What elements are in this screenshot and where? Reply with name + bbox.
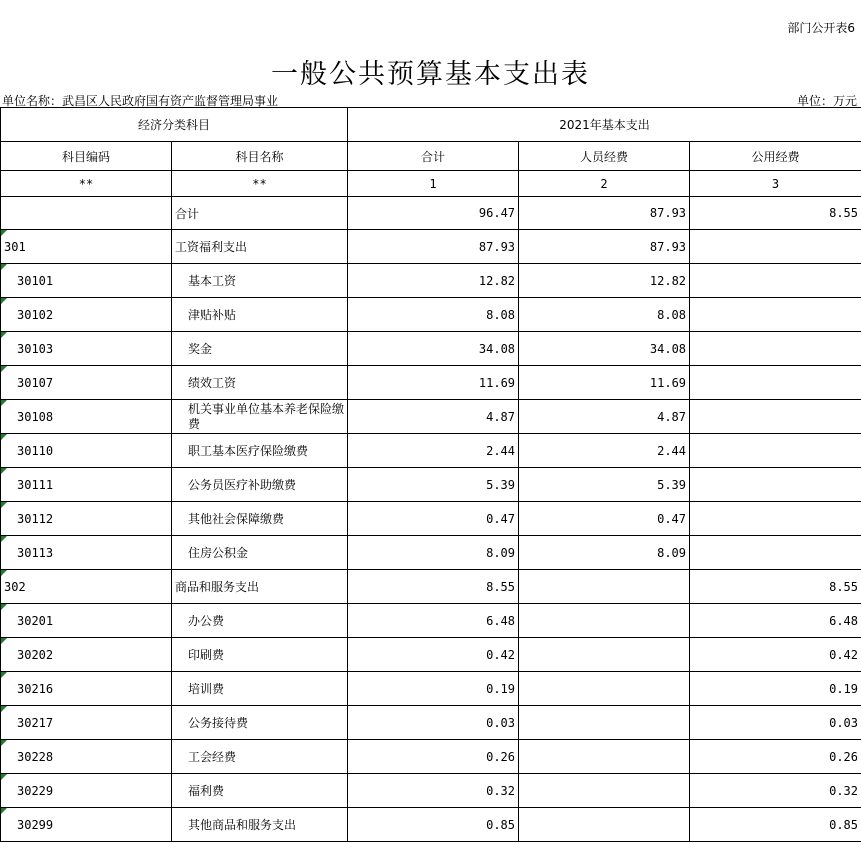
cell-subject-code-text: 30111 [17, 477, 54, 492]
cell-total-text: 0.32 [486, 783, 516, 798]
cell-total [348, 468, 519, 502]
cell-personnel [519, 774, 690, 808]
header-subject-name: 科目名称 [172, 142, 348, 171]
cell-subject-code [1, 740, 172, 774]
page-title: 一般公共预算基本支出表 [271, 59, 590, 90]
cell-personnel [519, 706, 690, 740]
table-row [1, 604, 861, 638]
cell-subject-code [1, 332, 172, 366]
table-row [1, 197, 861, 230]
cell-personnel [519, 672, 690, 706]
cell-subject-code [1, 604, 172, 638]
cell-total [348, 197, 519, 230]
cell-total-text: 8.55 [486, 579, 516, 594]
header-column-row [1, 142, 861, 171]
cell-subject-name-text: 商品和服务支出 [175, 580, 260, 594]
header-basic-expenditure: 2021年基本支出 [348, 108, 861, 142]
cell-subject-name-text: 其他社会保障缴费 [188, 512, 285, 526]
cell-total-text: 0.42 [486, 647, 516, 662]
cell-subject-code-text: 30107 [17, 375, 54, 390]
table-row [1, 230, 861, 264]
header-public-expense: 公用经费 [690, 142, 861, 171]
unit-name-label: 单位名称：武昌区人民政府国有资产监督管理局事业 [2, 94, 279, 108]
cell-public-text: 0.03 [829, 715, 859, 730]
cell-marker-icon [1, 366, 7, 372]
cell-total-text: 34.08 [478, 341, 516, 356]
table-row [1, 400, 861, 434]
cell-marker-icon [1, 604, 7, 610]
cell-personnel-text: 11.69 [649, 375, 687, 390]
cell-marker-icon [1, 774, 7, 780]
cell-subject-code-text: 301 [4, 239, 26, 254]
cell-total [348, 604, 519, 638]
cell-subject-name-text: 工资福利支出 [175, 240, 248, 254]
cell-total [348, 264, 519, 298]
cell-subject-code [1, 468, 172, 502]
cell-subject-code [1, 808, 172, 842]
cell-total [348, 298, 519, 332]
cell-subject-name-text: 公务员医疗补助缴费 [188, 478, 297, 492]
cell-public-text: 0.32 [829, 783, 859, 798]
cell-total [348, 638, 519, 672]
cell-total-text: 96.47 [478, 206, 516, 220]
cell-public [690, 400, 861, 434]
cell-total-text: 4.87 [486, 409, 516, 424]
cell-subject-name [172, 298, 348, 332]
table-row [1, 468, 861, 502]
budget-table [0, 107, 861, 842]
cell-total [348, 570, 519, 604]
cell-subject-name [172, 264, 348, 298]
cell-subject-code [1, 774, 172, 808]
cell-subject-code-text: 30101 [17, 273, 54, 288]
cell-subject-code-text: 30217 [17, 715, 54, 730]
cell-personnel-text: 0.47 [657, 511, 687, 526]
cell-marker-icon [1, 502, 7, 508]
cell-subject-name-text: 工会经费 [188, 750, 237, 764]
cell-total-text: 2.44 [486, 443, 516, 458]
cell-subject-name-text: 公务接待费 [188, 716, 249, 730]
index-total: 1 [348, 171, 519, 197]
cell-public [690, 264, 861, 298]
cell-personnel-text: 12.82 [649, 273, 687, 288]
cell-subject-code-text: 30201 [17, 613, 54, 628]
cell-subject-name [172, 468, 348, 502]
cell-subject-code-text: 30216 [17, 681, 54, 696]
cell-personnel-text: 8.09 [657, 545, 687, 560]
table-row [1, 332, 861, 366]
cell-public [690, 604, 861, 638]
cell-personnel [519, 264, 690, 298]
cell-personnel [519, 434, 690, 468]
table-row [1, 638, 861, 672]
cell-subject-code [1, 298, 172, 332]
cell-marker-icon [1, 638, 7, 644]
cell-personnel-text: 8.08 [657, 307, 687, 322]
cell-subject-name [172, 197, 348, 230]
cell-subject-code-text: 30229 [17, 783, 54, 798]
cell-public [690, 230, 861, 264]
table-row [1, 740, 861, 774]
cell-public [690, 740, 861, 774]
cell-subject-name-text: 办公费 [188, 614, 225, 628]
cell-marker-icon [1, 672, 7, 678]
cell-subject-name [172, 706, 348, 740]
cell-total-text: 0.47 [486, 511, 516, 526]
cell-subject-code-text: 30108 [17, 409, 54, 424]
cell-total-text: 6.48 [486, 613, 516, 628]
cell-subject-name [172, 638, 348, 672]
cell-personnel [519, 298, 690, 332]
index-code-mark: ** [1, 171, 172, 197]
cell-subject-code [1, 230, 172, 264]
cell-public [690, 197, 861, 230]
cell-public-text: 0.42 [829, 647, 859, 662]
cell-public [690, 706, 861, 740]
cell-subject-name-text: 合计 [175, 206, 200, 221]
cell-personnel-text: 4.87 [657, 409, 687, 424]
index-personnel: 2 [519, 171, 690, 197]
cell-subject-code [1, 502, 172, 536]
cell-total [348, 332, 519, 366]
cell-public-text: 0.19 [829, 681, 859, 696]
cell-subject-code [1, 570, 172, 604]
cell-public-text: 6.48 [829, 613, 859, 628]
cell-personnel [519, 536, 690, 570]
cell-public [690, 570, 861, 604]
cell-personnel [519, 740, 690, 774]
cell-total [348, 536, 519, 570]
cell-public-text: 0.85 [829, 817, 859, 832]
cell-subject-name [172, 740, 348, 774]
cell-marker-icon [1, 230, 7, 236]
cell-subject-code-text: 30299 [17, 817, 54, 832]
table-row [1, 672, 861, 706]
table-row [1, 298, 861, 332]
currency-unit-label: 单位：万元 [796, 94, 857, 108]
cell-marker-icon [1, 570, 7, 576]
cell-personnel [519, 366, 690, 400]
index-name-mark: ** [172, 171, 348, 197]
cell-total [348, 740, 519, 774]
cell-public [690, 502, 861, 536]
cell-subject-name-text: 奖金 [188, 342, 213, 356]
cell-personnel-text: 2.44 [657, 443, 687, 458]
table-row [1, 536, 861, 570]
cell-subject-code-text: 30110 [17, 443, 54, 458]
cell-public-text: 8.55 [829, 206, 859, 220]
cell-personnel-text: 34.08 [649, 341, 687, 356]
cell-total [348, 434, 519, 468]
header-subject-code: 科目编码 [1, 142, 172, 171]
cell-public [690, 298, 861, 332]
cell-marker-icon [1, 536, 7, 542]
table-row [1, 774, 861, 808]
cell-personnel [519, 400, 690, 434]
table-row [1, 808, 861, 842]
cell-public [690, 774, 861, 808]
table-row [1, 366, 861, 400]
cell-subject-code-text: 30103 [17, 341, 54, 356]
cell-subject-name [172, 570, 348, 604]
cell-personnel-text: 87.93 [649, 206, 687, 220]
cell-subject-code-text: 30228 [17, 749, 54, 764]
cell-personnel-text: 5.39 [657, 477, 687, 492]
cell-subject-name-text: 津贴补贴 [188, 308, 237, 322]
cell-public-text: 0.26 [829, 749, 859, 764]
cell-subject-name [172, 808, 348, 842]
cell-total [348, 366, 519, 400]
cell-personnel [519, 230, 690, 264]
cell-public [690, 672, 861, 706]
cell-total-text: 0.19 [486, 681, 516, 696]
cell-subject-name [172, 502, 348, 536]
cell-subject-code [1, 366, 172, 400]
cell-total [348, 706, 519, 740]
cell-marker-icon [1, 400, 7, 406]
cell-subject-code [1, 672, 172, 706]
cell-personnel [519, 808, 690, 842]
cell-subject-code-text: 30113 [17, 545, 54, 560]
cell-subject-name [172, 774, 348, 808]
cell-total-text: 12.82 [478, 273, 516, 288]
cell-marker-icon [1, 468, 7, 474]
cell-subject-code [1, 706, 172, 740]
cell-subject-name [172, 400, 348, 434]
header-economic-classification: 经济分类科目 [1, 108, 348, 142]
cell-subject-name-text: 福利费 [188, 784, 225, 798]
cell-subject-code [1, 536, 172, 570]
table-row [1, 434, 861, 468]
cell-public [690, 468, 861, 502]
cell-subject-name [172, 672, 348, 706]
table-row [1, 502, 861, 536]
cell-subject-code [1, 638, 172, 672]
cell-total [348, 672, 519, 706]
cell-subject-name-text: 职工基本医疗保险缴费 [188, 444, 309, 458]
cell-total [348, 502, 519, 536]
cell-subject-name-text: 印刷费 [188, 648, 225, 662]
cell-total [348, 808, 519, 842]
cell-total-text: 0.85 [486, 817, 516, 832]
cell-personnel [519, 570, 690, 604]
cell-subject-name-text: 培训费 [188, 682, 225, 696]
cell-total-text: 5.39 [486, 477, 516, 492]
cell-marker-icon [1, 298, 7, 304]
cell-personnel [519, 332, 690, 366]
cell-total-text: 11.69 [478, 375, 516, 390]
cell-subject-code-text: 30102 [17, 307, 54, 322]
header-total: 合计 [348, 142, 519, 171]
cell-subject-code [1, 434, 172, 468]
table-row [1, 706, 861, 740]
cell-public [690, 366, 861, 400]
cell-subject-name-text: 其他商品和服务支出 [188, 818, 297, 832]
cell-personnel-text: 87.93 [649, 239, 687, 254]
header-index-row [1, 171, 861, 197]
cell-total [348, 774, 519, 808]
cell-subject-code [1, 264, 172, 298]
cell-marker-icon [1, 332, 7, 338]
cell-public [690, 638, 861, 672]
cell-personnel [519, 468, 690, 502]
cell-subject-name [172, 230, 348, 264]
header-personnel-expense: 人员经费 [519, 142, 690, 171]
cell-personnel [519, 604, 690, 638]
cell-subject-name-text: 住房公积金 [188, 546, 249, 560]
cell-public [690, 434, 861, 468]
header-group-row [1, 108, 861, 142]
cell-marker-icon [1, 264, 7, 270]
cell-marker-icon [1, 740, 7, 746]
cell-subject-code-text: 30202 [17, 647, 54, 662]
cell-subject-name [172, 434, 348, 468]
cell-total-text: 8.09 [486, 545, 516, 560]
cell-public-text: 8.55 [829, 579, 859, 594]
cell-total-text: 87.93 [478, 239, 516, 254]
cell-subject-name [172, 332, 348, 366]
table-row [1, 264, 861, 298]
cell-personnel [519, 197, 690, 230]
cell-subject-name [172, 604, 348, 638]
cell-subject-name [172, 536, 348, 570]
cell-total-text: 0.26 [486, 749, 516, 764]
cell-subject-name-text: 绩效工资 [188, 376, 237, 390]
cell-marker-icon [1, 808, 7, 814]
cell-subject-code-text: 302 [4, 579, 26, 594]
cell-total [348, 230, 519, 264]
cell-personnel [519, 502, 690, 536]
cell-public [690, 332, 861, 366]
cell-total-text: 8.08 [486, 307, 516, 322]
cell-public [690, 536, 861, 570]
cell-personnel [519, 638, 690, 672]
cell-total [348, 400, 519, 434]
cell-subject-name-text: 机关事业单位基本养老保险缴费 [188, 401, 345, 431]
cell-marker-icon [1, 434, 7, 440]
cell-subject-name [172, 366, 348, 400]
cell-subject-code-text: 30112 [17, 511, 54, 526]
table-row [1, 570, 861, 604]
index-public: 3 [690, 171, 861, 197]
cell-total-text: 0.03 [486, 715, 516, 730]
cell-subject-name-text: 基本工资 [188, 274, 237, 288]
document-tag: 部门公开表6 [787, 21, 855, 35]
cell-public [690, 808, 861, 842]
cell-subject-code [1, 197, 172, 230]
cell-subject-code [1, 400, 172, 434]
cell-marker-icon [1, 706, 7, 712]
